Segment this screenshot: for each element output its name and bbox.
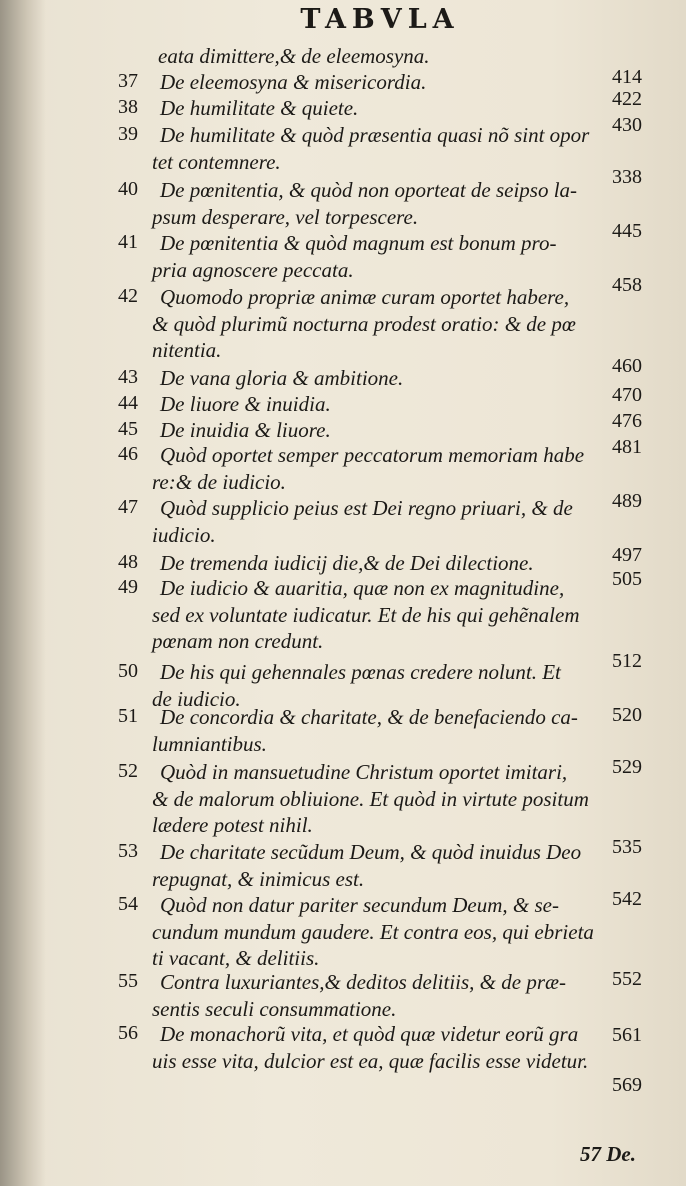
entry-number: 50 bbox=[118, 660, 138, 682]
entry-title-line: De humilitate & quiete. bbox=[160, 96, 359, 120]
entry-title-line: sed ex voluntate iudicatur. Et de his qui gehẽnalem bbox=[152, 602, 580, 627]
entry-number: 53 bbox=[118, 840, 138, 862]
entry-page-number: 561 bbox=[612, 1024, 642, 1046]
entry-page-number: 542 bbox=[612, 888, 642, 910]
entry-number: 54 bbox=[118, 893, 138, 915]
entry-title-line: pria agnoscere peccata. bbox=[152, 257, 354, 282]
entry-title-line: De concordia & charitate, & de benefaciendo ca- bbox=[160, 705, 578, 729]
entry-title-line: psum desperare, vel torpescere. bbox=[152, 204, 419, 229]
entry-page-number: 529 bbox=[612, 756, 642, 778]
entry-page-number: 460 bbox=[612, 355, 642, 377]
entry-title-line: Quòd supplicio peius est Dei regno priuari, & de bbox=[160, 496, 573, 520]
entry-number: 49 bbox=[118, 576, 138, 598]
entry-title-line: repugnat, & inimicus est. bbox=[152, 866, 365, 891]
entry-page-number: 470 bbox=[612, 384, 642, 406]
entry-title-line: lumniantibus. bbox=[152, 731, 267, 756]
entry-title-line: cundum mundum gaudere. Et contra eos, qui ebrieta bbox=[152, 919, 594, 944]
entry-title-line: Quòd non datur pariter secundum Deum, & se- bbox=[160, 893, 559, 917]
catchword: 57 De. bbox=[580, 1142, 636, 1166]
entry-title-line: nitentia. bbox=[152, 338, 222, 362]
entry-number: 46 bbox=[118, 443, 138, 465]
entry-title-line: Quòd oportet semper peccatorum memoriam habe bbox=[160, 443, 585, 467]
entry-title-line: De vana gloria & ambitione. bbox=[160, 366, 404, 390]
entry-page-number: 489 bbox=[612, 490, 642, 512]
entry-page-number: 458 bbox=[612, 274, 642, 296]
entry-title-line: De pœnitentia & quòd magnum est bonum pro- bbox=[160, 231, 557, 255]
entry-title-line: De tremenda iudicij die,& de Dei dilectione. bbox=[160, 551, 534, 575]
entry-number: 52 bbox=[118, 760, 138, 782]
entry-title-line: iudicio. bbox=[152, 522, 216, 547]
entry-title-line: De pœnitentia, & quòd non oporteat de seipso la- bbox=[160, 178, 578, 202]
entry-title-line: De inuidia & liuore. bbox=[160, 418, 331, 442]
entry-number: 42 bbox=[118, 285, 138, 307]
entry-number: 37 bbox=[118, 70, 138, 92]
entry-title-line: sentis seculi consummatione. bbox=[152, 996, 397, 1021]
entry-page-number: 512 bbox=[612, 650, 642, 672]
entry-title-line: De charitate secũdum Deum, & quòd inuidus Deo bbox=[160, 840, 582, 864]
entry-page-number: 481 bbox=[612, 436, 642, 458]
entry-title-line: Contra luxuriantes,& deditos delitiis, & de præ- bbox=[160, 970, 566, 994]
entry-title-line: uis esse vita, dulcior est ea, quæ facilis esse videtur. bbox=[152, 1048, 589, 1073]
entry-page-number: 535 bbox=[612, 836, 642, 858]
entry-page-number: 430 bbox=[612, 114, 642, 136]
entry-page-number: 569 bbox=[612, 1074, 642, 1096]
entry-number: 40 bbox=[118, 178, 138, 200]
entry-number: 45 bbox=[118, 418, 138, 440]
entry-title-line: De iudicio & auaritia, quæ non ex magnitudine, bbox=[160, 576, 565, 600]
entry-page-number: 414 bbox=[612, 66, 642, 88]
entry-page-number: 505 bbox=[612, 568, 642, 590]
entry-title-line: pœnam non credunt. bbox=[152, 629, 324, 653]
entry-number: 39 bbox=[118, 123, 138, 145]
entry-title-line: & de malorum obliuione. Et quòd in virtute positum bbox=[152, 786, 589, 811]
entry-page-number: 422 bbox=[612, 88, 642, 110]
entry-number: 41 bbox=[118, 231, 138, 253]
entry-number: 43 bbox=[118, 366, 138, 388]
entry-title-line: tet contemnere. bbox=[152, 149, 281, 174]
running-head: TABVLA bbox=[300, 4, 460, 35]
entry-number: 38 bbox=[118, 96, 138, 118]
entry-title-line: ti vacant, & delitiis. bbox=[152, 946, 320, 970]
entry-title-line: de iudicio. bbox=[152, 686, 241, 711]
entry-page-number: 497 bbox=[612, 544, 642, 566]
entry-title-line: Quomodo propriæ animæ curam oportet habere, bbox=[160, 285, 570, 309]
entry-title-line: De eleemosyna & misericordia. bbox=[160, 70, 427, 94]
entry-number: 55 bbox=[118, 970, 138, 992]
entry-title-line: re:& de iudicio. bbox=[152, 469, 286, 494]
entry-number: 56 bbox=[118, 1022, 138, 1044]
entry-page-number: 445 bbox=[612, 220, 642, 242]
page-gutter bbox=[0, 0, 46, 1186]
entry-page-number: 552 bbox=[612, 968, 642, 990]
entry-title-line: & quòd plurimũ nocturna prodest oratio: & de pœ bbox=[152, 311, 576, 336]
entry-title-line: De liuore & inuidia. bbox=[160, 392, 331, 416]
entry-number: 44 bbox=[118, 392, 138, 414]
entry-title-line: Quòd in mansuetudine Christum oportet imitari, bbox=[160, 760, 568, 784]
entry-page-number: 520 bbox=[612, 704, 642, 726]
entry-title-line: De his qui gehennales pœnas credere nolunt. Et bbox=[160, 660, 561, 684]
entry-page-number: 338 bbox=[612, 166, 642, 188]
entry-number: 48 bbox=[118, 551, 138, 573]
entry-title-line: eata dimittere,& de eleemosyna. bbox=[158, 44, 430, 68]
entry-number: 51 bbox=[118, 705, 138, 727]
entry-title-line: De humilitate & quòd præsentia quasi nõ sint opor bbox=[160, 123, 590, 147]
entry-title-line: lædere potest nihil. bbox=[152, 813, 313, 837]
entry-title-line: De monachorũ vita, et quòd quæ videtur eorũ gra bbox=[160, 1022, 579, 1046]
entry-page-number: 476 bbox=[612, 410, 642, 432]
entry-number: 47 bbox=[118, 496, 138, 518]
